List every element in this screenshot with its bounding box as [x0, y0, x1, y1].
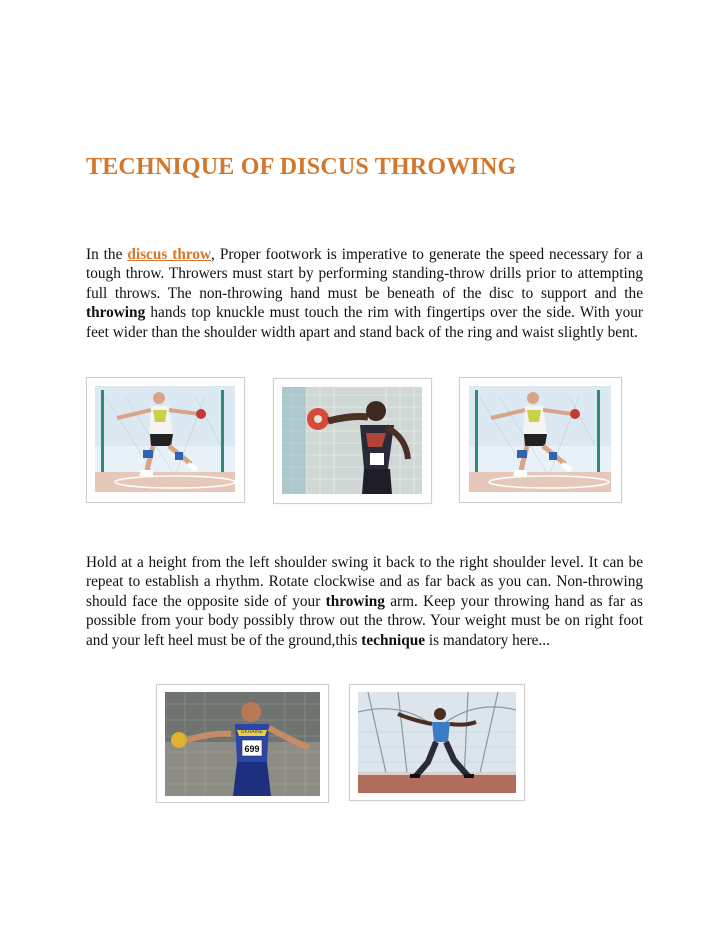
photo-stadium-thrower	[349, 684, 525, 801]
bold-term-throwing: throwing	[86, 304, 146, 322]
photo-thrower-windup-2	[459, 377, 622, 503]
text-segment: Hold at a height from the left shoulder swing it back to the right shoulder level. It can be repeat to establish a rhythm. Rotate clockwise and as far back as you can. Non-throwing should face the opposite side of your	[86, 554, 643, 610]
team-label: UKRAINE	[240, 729, 264, 735]
bold-term-throwing: throwing	[325, 592, 385, 610]
thrower-windup-image	[469, 386, 611, 492]
photo-thrower-closeup	[273, 378, 432, 504]
text-segment: hands top knuckle must touch the rim with fingertips over the side. With your feet wider than the shoulder width apart and stand back of the ring and waist slightly bent.	[86, 304, 643, 341]
photo-ukraine-thrower	[156, 684, 329, 803]
paragraph-intro	[86, 245, 643, 342]
photo-thrower-windup-1	[86, 377, 245, 503]
paragraph-technique	[86, 553, 643, 650]
discus-throw-link[interactable]: discus throw	[127, 246, 212, 263]
text-segment: , Proper footwork is imperative to generate the speed necessary for a tough throw. Throwers must start by performing standing-throw drills prior to attempting full throws. The non-throwing hand must be beneath of the disc to support and the	[86, 246, 643, 302]
page-title: TECHNIQUE OF DISCUS THROWING	[86, 154, 517, 180]
bold-term-technique: technique	[361, 631, 426, 649]
text-segment: In the	[86, 246, 128, 263]
text-segment: is mandatory here...	[425, 631, 550, 649]
ukraine-thrower-image	[165, 692, 320, 796]
thrower-closeup-image	[282, 387, 422, 494]
thrower-windup-image	[95, 386, 235, 492]
bib-number: 699	[244, 744, 260, 754]
text-segment: arm. Keep your throwing hand as far as possible from your body possibly throw out the throw. Your weight must be on right foot and your left heel must be of the ground,this	[86, 592, 643, 649]
stadium-thrower-image	[358, 692, 516, 793]
